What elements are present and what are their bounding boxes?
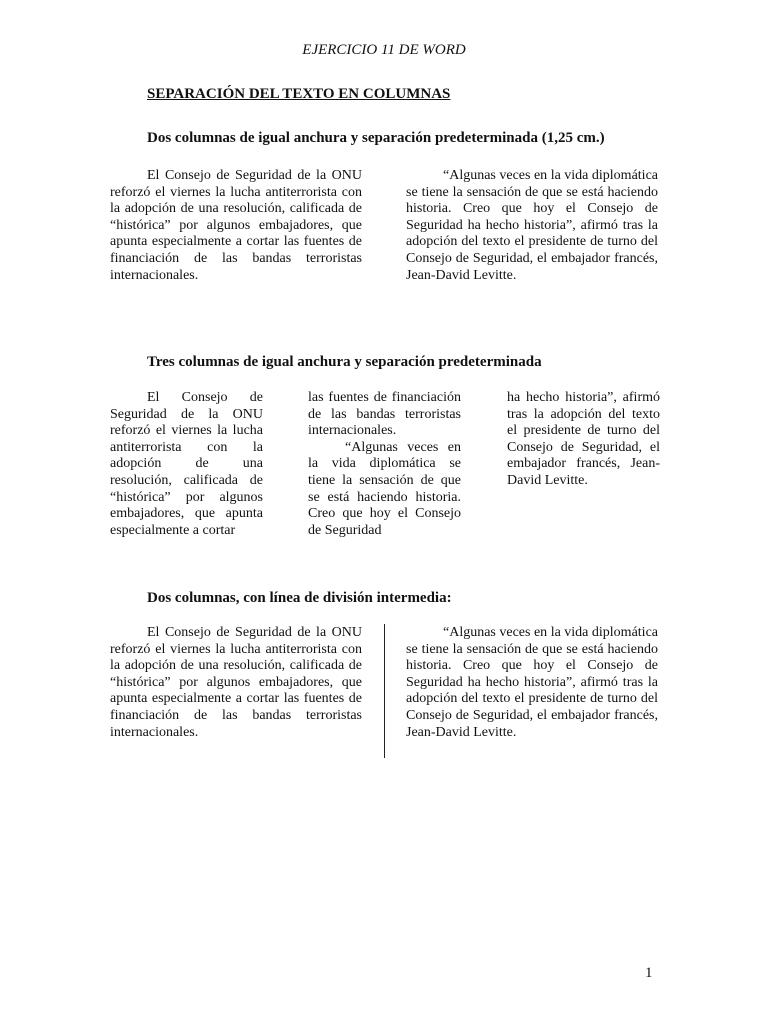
section2-column-2-text-a: las fuentes de financiación de las bandas terroristas internacionales. — [308, 390, 461, 439]
section2-heading: Tres columnas de igual anchura y separación predeterminada — [147, 354, 542, 370]
document-title: SEPARACIÓN DEL TEXTO EN COLUMNAS — [147, 86, 451, 102]
section2-column-1-text: El Consejo de Seguridad de la ONU reforzó el viernes la lucha antiterrorista con la adopción de una resolución, calificada de “histórica” por algunos embajadores, que apunta especialmente a cortar — [110, 390, 263, 538]
section1-column-1-text: El Consejo de Seguridad de la ONU reforzó el viernes la lucha antiterrorista con la adopción de una resolución, calificada de “histórica” por algunos embajadores, que apunta especialmente a cortar las fuentes de financiación de las bandas terroristas internacionales. — [110, 168, 362, 283]
section3-column-1 — [110, 625, 362, 741]
section3-column-2 — [406, 625, 658, 741]
section2-column-1 — [110, 390, 263, 539]
section2-column-2-text-b: “Algunas veces en la vida diplomática se tiene la sensación de que se está haciendo historia. Creo que hoy el Consejo de Seguridad — [308, 439, 461, 538]
section1-column-1 — [110, 168, 362, 284]
section2-column-3 — [507, 390, 660, 490]
section1-column-2 — [406, 168, 658, 284]
section2-column-2 — [308, 390, 461, 539]
section2-column-3-text: ha hecho historia”, afirmó tras la adopción del texto el presidente de turno del Consejo de Seguridad, el embajador francés, Jean-David Levitte. — [507, 390, 660, 488]
section1-column-2-text: “Algunas veces en la vida diplomática se tiene la sensación de que se está haciendo historia. Creo que hoy el Consejo de Seguridad ha hecho historia”, afirmó tras la adopción del texto el presidente de turno del Consejo de Seguridad, el embajador francés, Jean-David Levitte. — [406, 168, 658, 283]
section3-heading: Dos columnas, con línea de división intermedia: — [147, 590, 452, 606]
column-divider-line — [384, 624, 385, 758]
section3-column-1-text: El Consejo de Seguridad de la ONU reforzó el viernes la lucha antiterrorista con la adopción de una resolución, calificada de “histórica” por algunos embajadores, que apunta especialmente a cortar las fuentes de financiación de las bandas terroristas internacionales. — [110, 625, 362, 740]
section1-heading: Dos columnas de igual anchura y separación predeterminada (1,25 cm.) — [147, 130, 605, 146]
section3-column-2-text: “Algunas veces en la vida diplomática se tiene la sensación de que se está haciendo historia. Creo que hoy el Consejo de Seguridad ha hecho historia”, afirmó tras la adopción del texto el presidente de turno del Consejo de Seguridad, el embajador francés, Jean-David Levitte. — [406, 625, 658, 740]
page-number: 1 — [645, 965, 653, 981]
document-header: EJERCICIO 11 DE WORD — [302, 42, 466, 58]
